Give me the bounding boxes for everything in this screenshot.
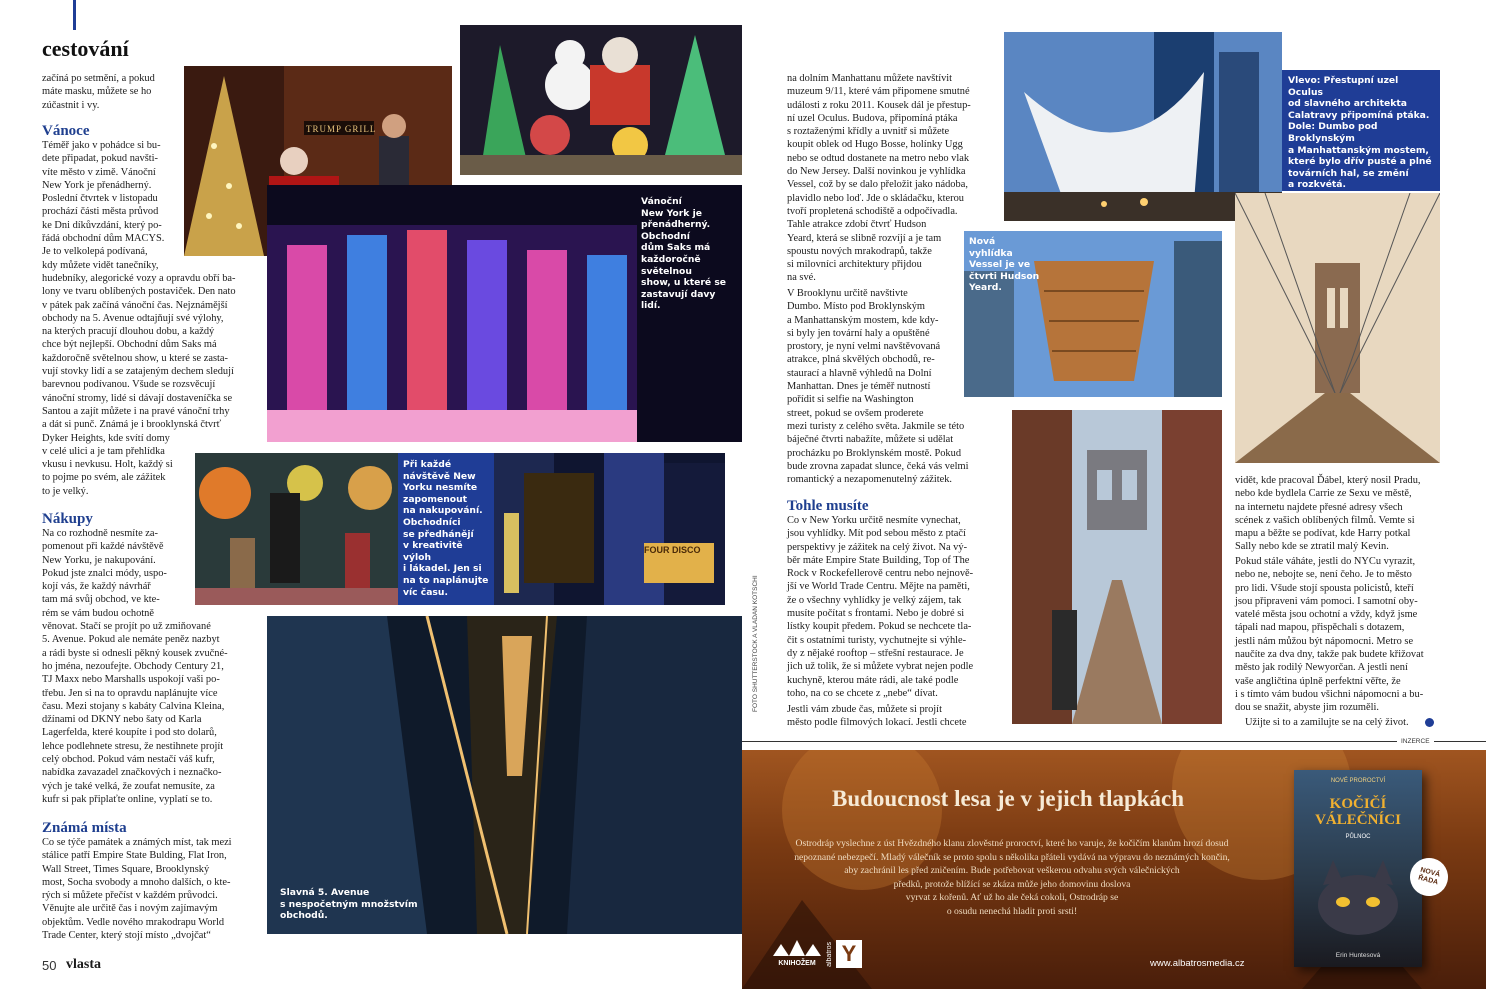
caption-shopping: Při každé návštěvě New Yorku nesmíte zapomenout na nakupování. Obchodníci se předhánějí v kreativitě výloh i lákadel. Jen si na to naplánujte víc času. <box>398 453 494 605</box>
albatros-label: albatros <box>826 941 833 967</box>
caption-saks: Vánoční New York je přenádherný. Obchodní dům Saks má každoročně světelnou show, u které se zastavují davy lidí. <box>641 196 727 312</box>
photo-brooklyn-bridge <box>1235 193 1440 463</box>
heading-znama-mista: Známá místa <box>42 820 127 836</box>
ad-banner <box>742 750 1486 989</box>
ad-headline: Budoucnost lesa je v jejich tlapkách <box>832 786 1185 811</box>
knihozem-logo <box>772 940 822 970</box>
photo-shop-window <box>195 453 398 605</box>
middle-paragraph-3: Co v New Yorku určitě nesmíte vynechat, jsou vyhlídky. Mít pod sebou město z ptačí perspektivy je zážitek na celý život. Na vý- běr máte Empire State Building, Top of The Rock v Rockefellerově centru nebo nejnově- jší ve World Trade Centru. Mějte na paměti, že o všechny vyhlídky je velký zájem, tak musíte počítat s frontami. Nebo je dobré si lístky koupit předem. Pokud se nechcete tla- čit s ostatními turisty, vychutnejte si výhle- dy z nějaké rooftop – střešní restaurace. Je jich už tolik, že si můžete vybrat nejen podle kuchyně, kterou máte rádi, ale také podle toho, na co se chcete z „nebe“ dívat. <box>787 515 974 699</box>
photo-times-square <box>494 453 725 605</box>
photo-credit: FOTO SHUTTERSTOCK A VLADAN KOTSCHI <box>752 575 759 712</box>
trump-grill-sign: TRUMP GRILL <box>306 124 377 134</box>
right-paragraph-1: vidět, kde pracoval Ďábel, který nosil Pradu, nebo kde bydlela Carrie ze Sexu ve městě, na internetu najdete přesné adresy všech scének z vašich oblíbených filmů. Vemte si mapu a běžte se podívat, kde Harry potkal Sally nebo kde se ztratil malý Kevin. <box>1235 475 1421 553</box>
book-author: Erin Huntesová <box>1335 952 1381 959</box>
albatros-logo <box>826 940 862 968</box>
book-cat-art <box>1308 860 1408 940</box>
paragraph-znama-mista: Co se týče památek a známých míst, tak mezi stálice patří Empire State Bulding, Flat Iron, Wall Street, Times Square, Brooklynský most, Socha svobody a mnoho dalších, o kte- rých si můžete přečíst v každém průvodci. Věnujte ale určitě čas i novým zajímavým objektům. Vedle nového mrakodrapu World Trade Center, který stojí místo „dvojčat“ <box>42 837 232 942</box>
book-series: NOVÉ PROROCTVÍ <box>1330 778 1386 784</box>
heading-vanoce: Vánoce <box>42 123 90 139</box>
paragraph-vanoce: Téměř jako v pohádce si bu- dete připadat, pokud navšti- víte město v zimě. Vánoční New York je přenádherný. Poslední čtvrtek v listopadu prochází části města průvod ke Dni díkůvzdání, který po- řádá obchodní dům MACYS. Je to velkolepá podívaná, kdy můžete vidět tanečníky, hudebníky, alegorické vozy a opravdu obří ba- lony ve tvaru oblíbených postaviček. Den nato v pátek pak začíná vánoční čas. Nejznámější obchody na 5. Avenue odtajňují své výlohy, na kterých pracují dlouhou dobu, a každý chce být nejlepší. Obchodní dům Saks má každoročně světelnou show, u které se zasta- vují stovky lidí a se zatajeným dechem sledují barevnou podívanou. Všude se rozsvěcují vánoční stromy, lidé si dávají dostaveníčka se Santou a zajít můžete i na pravé vánoční trhy a dát si punč. Známá je i brooklynská čtvrť Dyker Heights, kde svítí domy v celé ulici a je tam přehlídka vkusu i nevkusu. Holt, každý si to pojme po svém, ale zážitek to je velký. <box>42 140 236 497</box>
heading-nakupy: Nákupy <box>42 511 93 527</box>
right-paragraph-2: Pokud stále váháte, jestli do NYCu vyrazit, nebo ne, nebojte se, není čeho. Je to město pro lidi. Všude stojí spousta policistů, kteří jsou připraveni vám pomoci. I samotní oby- vatelé města jsou ochotní a vždy, když jsme tápali nad mapou, přispěchali s dotazem, jestli nám můžou být nápomocni. Metro se naučíte za dva dny, takže pak budete křižovat město jak rodilý Newyorčan. A jestli není vaše angličtina úplně perfektní věřte, že i s tímto vám budou všichni nápomocni a bu- dou se snažit, abyste jim rozuměli. <box>1235 556 1424 714</box>
right-paragraph-3: Užijte si to a zamilujte se na celý život. <box>1245 717 1409 728</box>
book-cover <box>1294 770 1422 967</box>
ad-divider <box>742 741 1486 742</box>
new-series-badge-text: NOVÁ ŘADA <box>1417 866 1441 887</box>
book-title: KOČIČÍ VÁLEČNÍCI <box>1315 796 1401 828</box>
knihozem-label: KNIHOŽEM <box>778 960 816 967</box>
four-disco-sign: FOUR DISCO <box>644 545 701 555</box>
intro-text: začíná po setmění, a pokud máte masku, můžete se ho zúčastnit i vy. <box>42 73 155 111</box>
middle-paragraph-1: na dolním Manhattanu můžete navštívit muzeum 9/11, které vám připomene smutné události z roku 2011. Kousek dál je přestup- ní uzel Oculus. Budova, připomíná ptáka s roztaženými křídly a uvnitř si můžete koupit oblek od Hugo Bosse, holínky Ugg nebo se odtud dostanete na metro nebo vlak do New Jersey. Další novinkou je vyhlídka Vessel, což by se dalo přeložit jako nádoba, plavidlo nebo loď. Jde o skládačku, kterou tvoří propletená schodiště a odpočívadla. Tahle atrakce zdobí čtvrť Hudson Yeard, která se slibně rozvíjí a je tam spoustu nových mrakodrapů, takže si milovníci architektury přijdou na své. <box>787 73 971 284</box>
heading-tohle-musite: Tohle musíte <box>787 498 869 514</box>
ad-label: INZERCE <box>1397 738 1434 745</box>
photo-dumbo <box>1012 410 1222 724</box>
albatros-mark-icon: Y <box>836 940 862 968</box>
ad-url[interactable]: www.albatrosmedia.cz <box>1150 958 1245 969</box>
ad-body-text: Ostrodráp vyslechne z úst Hvězdného klanu zlověstné proroctví, které ho varuje, že kočičím klanům hrozí dosud nepoznané nebezpečí. Mladý válečník se proto spolu s několika přáteli vydává na výpravu do neznámých končin, aby zachránil les před zničením. Bude potřebovat veškerou odvahu svých válečnických předků, protože blížící se zkáza může jeho domovinu doslova vyrvat z kořenů. Ať už ho ale čeká cokoli, Ostrodráp se o osudu nenechá hladit proti srsti! <box>794 838 1230 917</box>
page-marker-bar <box>73 0 76 30</box>
paragraph-nakupy: Na co rozhodně nesmíte za- pomenout při každé návštěvě New Yorku, je nakupování. Pokud jste znalci módy, uspo- kojí vás, že každý návrhář tam má svůj obchod, ve kte- rém se vám budou ochotně věnovat. Stačí se projít po už zmiňované 5. Avenue. Pokud ale nemáte peněz nazbyt a rádi byste si odnesli pěkný kousek zvučné- ho jména, nezoufejte. Obchody Century 21, TJ Maxx nebo Marshalls uspokojí vaši po- třebu. Jen si na to opravdu naplánujte více času. Mezi stojany s kabáty Calvina Kleina, džínami od DKNY nebo šaty od Karla Lagerfelda, které koupíte i pod sto dolarů, lehce podlehnete stresu, že nestihnete projít celý obchod. Pokud vám nestačí váš kufr, nabídka zavazadel značkových i neznačko- vých je také velká, že zoufat nemusíte, za kufr si pak připlaťte online, vyplatí se to. <box>42 528 228 805</box>
caption-oculus: Vlevo: Přestupní uzel Oculus od slavného architekta Calatravy připomíná ptáka. Dole: Dumbo pod Broklynským a Manhattanským mostem, které bylo dřív pusté a plné továrních hal, se změní a rozkvétá. <box>1282 70 1440 191</box>
book-subtitle: PŮLNOC <box>1345 834 1371 840</box>
end-mark-icon <box>1425 718 1434 727</box>
caption-fifth-avenue: Slavná 5. Avenue s nespočetným množstvím obchodů. <box>280 887 418 922</box>
section-title: cestování <box>42 36 129 61</box>
photo-christmas-decorations <box>460 25 742 175</box>
middle-paragraph-4: Jestli vám zbude čas, můžete si projít město podle filmových lokací. Jestli chcete <box>787 704 967 729</box>
caption-vessel: Nová vyhlídka Vessel je ve čtvrti Hudson Yeard. <box>969 236 1040 294</box>
middle-paragraph-2: V Brooklynu určitě navštivte Dumbo. Místo pod Broklynským a Manhattanským mostem, kde kdy- si byly jen tovární haly a opuštěné prostory, je nyní velmi navštěvovaná atrakce, plná skvělých obchodů, re- staurací a hlavně výhledů na Dolní Manhattan. Dnes je téměř nutností pořídit si selfie na Washington street, pokud se ovšem proderete mezi turisty z celého světa. Jakmile se této báječné čtvrti nabažíte, můžete si udělat procházku po Broklynském mostě. Pokud bude zrovna zapadat slunce, čeká vás velmi romantický a nezapomenutelný zážitek. <box>787 288 969 486</box>
page-number: 50 <box>42 958 57 973</box>
magazine-name: vlasta <box>66 957 101 972</box>
